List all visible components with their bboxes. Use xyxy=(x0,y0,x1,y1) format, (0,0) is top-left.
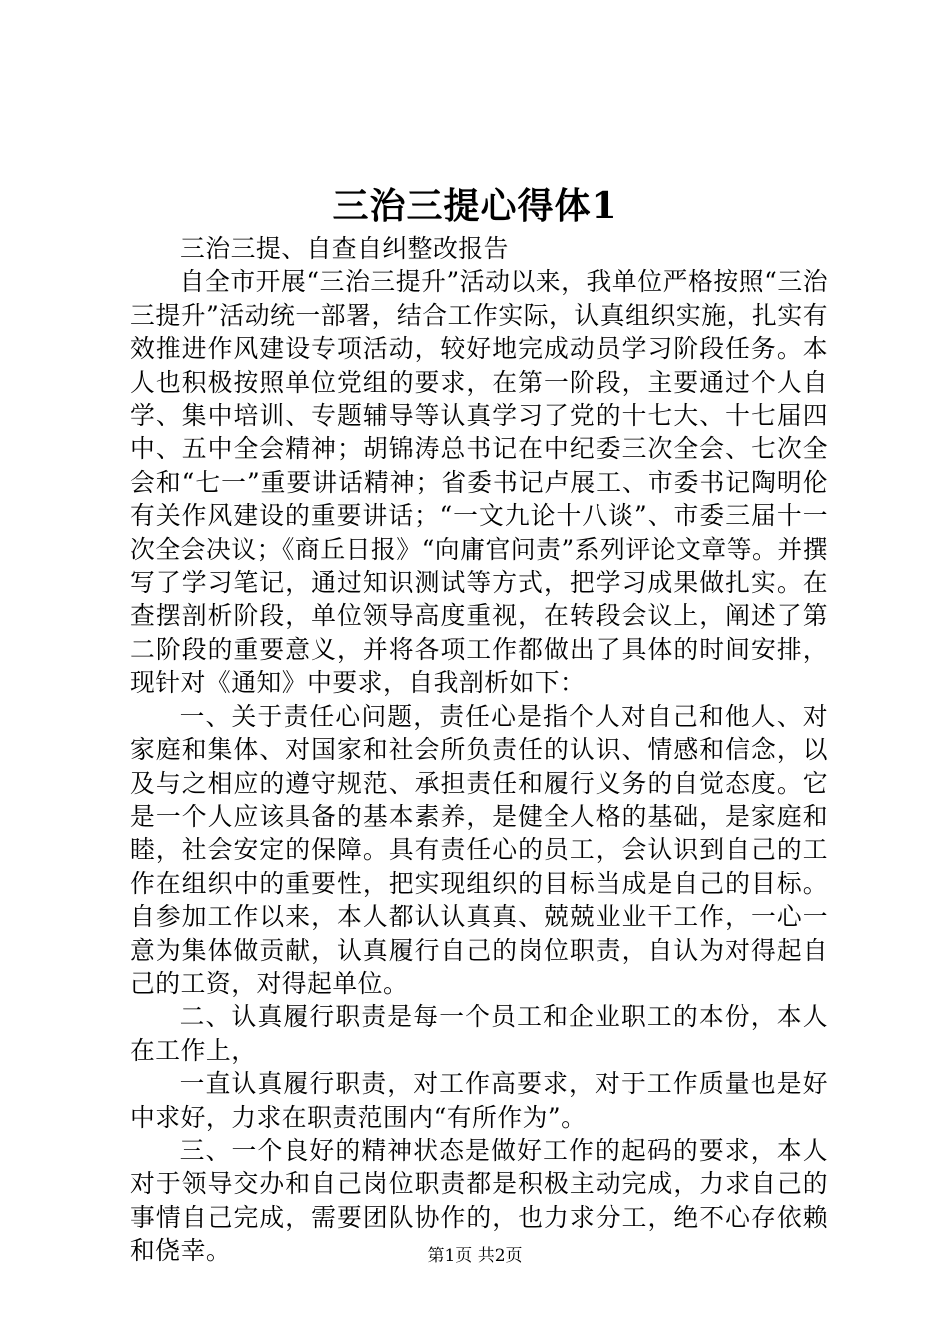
page-footer: 第1页 共2页 xyxy=(427,1246,523,1266)
document-body xyxy=(130,232,828,1268)
document-title: 三治三提心得体1 xyxy=(332,185,618,227)
paragraph-responsibility: 一、关于责任心问题，责任心是指个人对自己和他人、对家庭和集体、对国家和社会所负责任的认识、情感和信念，以及与之相应的遵守规范、承担责任和履行义务的自觉态度。它是一个人应该具备的基本素养，是健全人格的基础，是家庭和睦，社会安定的保障。具有责任心的员工，会认识到自己的工作在组织中的重要性，把实现组织的目标当成是自己的目标。自参加工作以来，本人都认认真真、兢兢业业干工作，一心一意为集体做贡献，认真履行自己的岗位职责，自认为对得起自己的工资，对得起单位。 xyxy=(130,701,828,998)
document-subtitle: 三治三提、自查自纠整改报告 xyxy=(180,234,509,263)
paragraph-intro: 自全市开展“三治三提升”活动以来，我单位严格按照“三治三提升”活动统一部署，结合工作实际，认真组织实施，扎实有效推进作风建设专项活动，较好地完成动员学习阶段任务。本人也积极按照单位党组的要求，在第一阶段，主要通过个人自学、集中培训、专题辅导等认真学习了党的十七大、十七届四中、五中全会精神；胡锦涛总书记在中纪委三次全会、七次全会和“七一”重要讲话精神；省委书记卢展工、市委书记陶明伦有关作风建设的重要讲话；“一文九论十八谈”、市委三届十一次全会决议；《商丘日报》“向庸官问责”系列评论文章等。并撰写了学习笔记，通过知识测试等方式，把学习成果做扎实。在查摆剖析阶段，单位领导高度重视，在转段会议上，阐述了第二阶段的重要意义，并将各项工作都做出了具体的时间安排，现针对《通知》中要求，自我剖析如下： xyxy=(130,267,828,698)
paragraph-duty: 二、认真履行职责是每一个员工和企业职工的本份，本人在工作上， xyxy=(130,1002,828,1065)
paragraph-spirit: 三、一个良好的精神状态是做好工作的起码的要求，本人对于领导交办和自己岗位职责都是积极主动完成，力求自己的事情自己完成，需要团队协作的，也力求分工，绝不心存依赖和侥幸。 xyxy=(130,1135,828,1266)
paragraph-duty-continued: 一直认真履行职责，对工作高要求，对于工作质量也是好中求好，力求在职责范围内“有所作为”。 xyxy=(130,1069,828,1132)
